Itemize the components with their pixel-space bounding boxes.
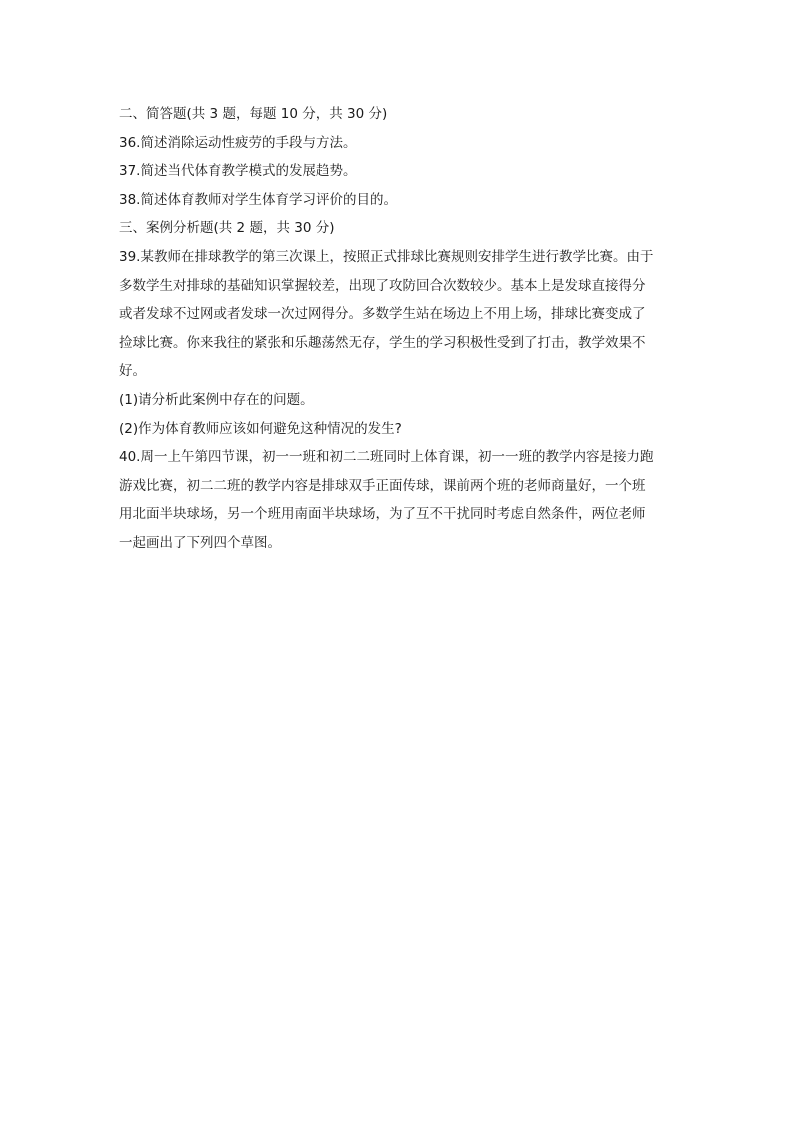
question-39-subquestion-2: (2)作为体育教师应该如何避免这种情况的发生? xyxy=(119,420,402,437)
question-40-line: 40.周一上午第四节课，初一一班和初二二班同时上体育课，初一一班的教学内容是接力跑 xyxy=(119,449,654,466)
question-39-line: 39.某教师在排球教学的第三次课上，按照正式排球比赛规则安排学生进行教学比赛。由于 xyxy=(119,248,654,265)
question-40 xyxy=(119,443,679,557)
question-39-line: 多数学生对排球的基础知识掌握较差，出现了攻防回合次数较少。基本上是发球直接得分 xyxy=(119,277,646,294)
document-page xyxy=(119,100,679,558)
question-39-line: 或者发球不过网或者发球一次过网得分。多数学生站在场边上不用上场，排球比赛变成了 xyxy=(119,306,646,323)
question-40-line: 用北面半块球场，另一个班用南面半块球场，为了互不干扰同时考虑自然条件，两位老师 xyxy=(119,506,646,523)
question-38: 38.简述体育教师对学生体育学习评价的目的。 xyxy=(119,191,397,208)
question-40-line: 游戏比赛，初二二班的教学内容是排球双手正面传球，课前两个班的老师商量好，一个班 xyxy=(119,477,646,494)
question-37: 37.简述当代体育教学模式的发展趋势。 xyxy=(119,163,357,180)
section-2-heading: 二、简答题(共 3 题，每题 10 分，共 30 分) xyxy=(119,106,388,122)
question-39-subquestion-1: (1)请分析此案例中存在的问题。 xyxy=(119,391,314,408)
question-36: 36.简述消除运动性疲劳的手段与方法。 xyxy=(119,134,357,151)
question-39-line: 捡球比赛。你来我往的紧张和乐趣荡然无存，学生的学习积极性受到了打击，教学效果不 xyxy=(119,334,646,351)
question-40-line: 一起画出了下列四个草图。 xyxy=(119,534,281,551)
question-39 xyxy=(119,243,679,386)
question-39-line: 好。 xyxy=(119,363,146,380)
section-3-heading: 三、案例分析题(共 2 题，共 30 分) xyxy=(119,220,335,237)
